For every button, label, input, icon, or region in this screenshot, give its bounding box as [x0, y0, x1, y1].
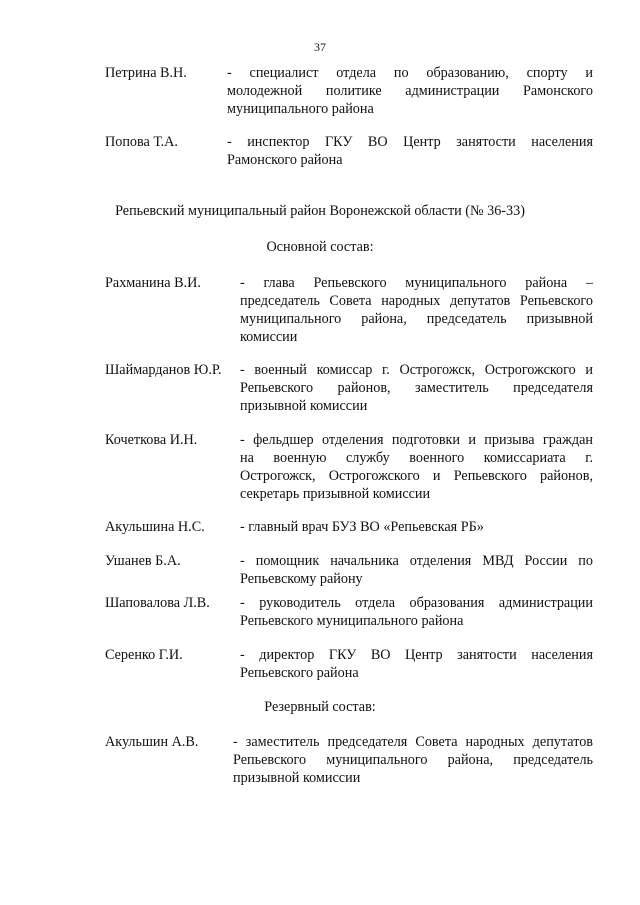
member-role: - специалист отдела по образованию, спорту и молодежной политике администрации Рамонского муниципального района	[227, 65, 593, 117]
member-name: Шаповалова Л.В.	[105, 595, 210, 611]
member-name: Шаймарданов Ю.Р.	[105, 362, 222, 378]
member-role: - руководитель отдела образования администрации Репьевского муниципального района	[240, 595, 593, 629]
member-name: Кочеткова И.Н.	[105, 432, 198, 448]
member-name: Рахманина В.И.	[105, 275, 201, 291]
member-name: Серенко Г.И.	[105, 647, 183, 663]
member-role: - фельдшер отделения подготовки и призыва граждан на военную службу военного комиссариата г. Острогожск, Острогожского и Репьевского районов, секретарь призывной комиссии	[240, 432, 593, 502]
member-role: - директор ГКУ ВО Центр занятости населения Репьевского района	[240, 647, 593, 681]
district-title: Репьевский муниципальный район Воронежской области (№ 36-33)	[115, 203, 525, 219]
member-role: - помощник начальника отделения МВД России по Репьевскому району	[240, 553, 593, 587]
main-composition-heading: Основной состав:	[266, 239, 374, 255]
reserve-composition-heading: Резервный состав:	[264, 699, 376, 715]
member-role: - главный врач БУЗ ВО «Репьевская РБ»	[240, 519, 484, 535]
member-name: Попова Т.А.	[105, 134, 178, 150]
member-name: Ушанев Б.А.	[105, 553, 181, 569]
member-role: - военный комиссар г. Острогожск, Острогожского и Репьевского районов, заместитель председателя призывной комиссии	[240, 362, 593, 414]
page-number: 37	[314, 40, 326, 54]
member-role: - инспектор ГКУ ВО Центр занятости населения Рамонского района	[227, 134, 593, 168]
member-name: Акульшин А.В.	[105, 734, 199, 750]
member-role: - глава Репьевского муниципального района – председатель Совета народных депутатов Репьевского муниципального района, председатель призывной комиссии	[240, 275, 593, 345]
member-role: - заместитель председателя Совета народных депутатов Репьевского муниципального района, председатель призывной комиссии	[233, 734, 593, 786]
member-name: Петрина В.Н.	[105, 65, 187, 81]
member-name: Акульшина Н.С.	[105, 519, 205, 535]
